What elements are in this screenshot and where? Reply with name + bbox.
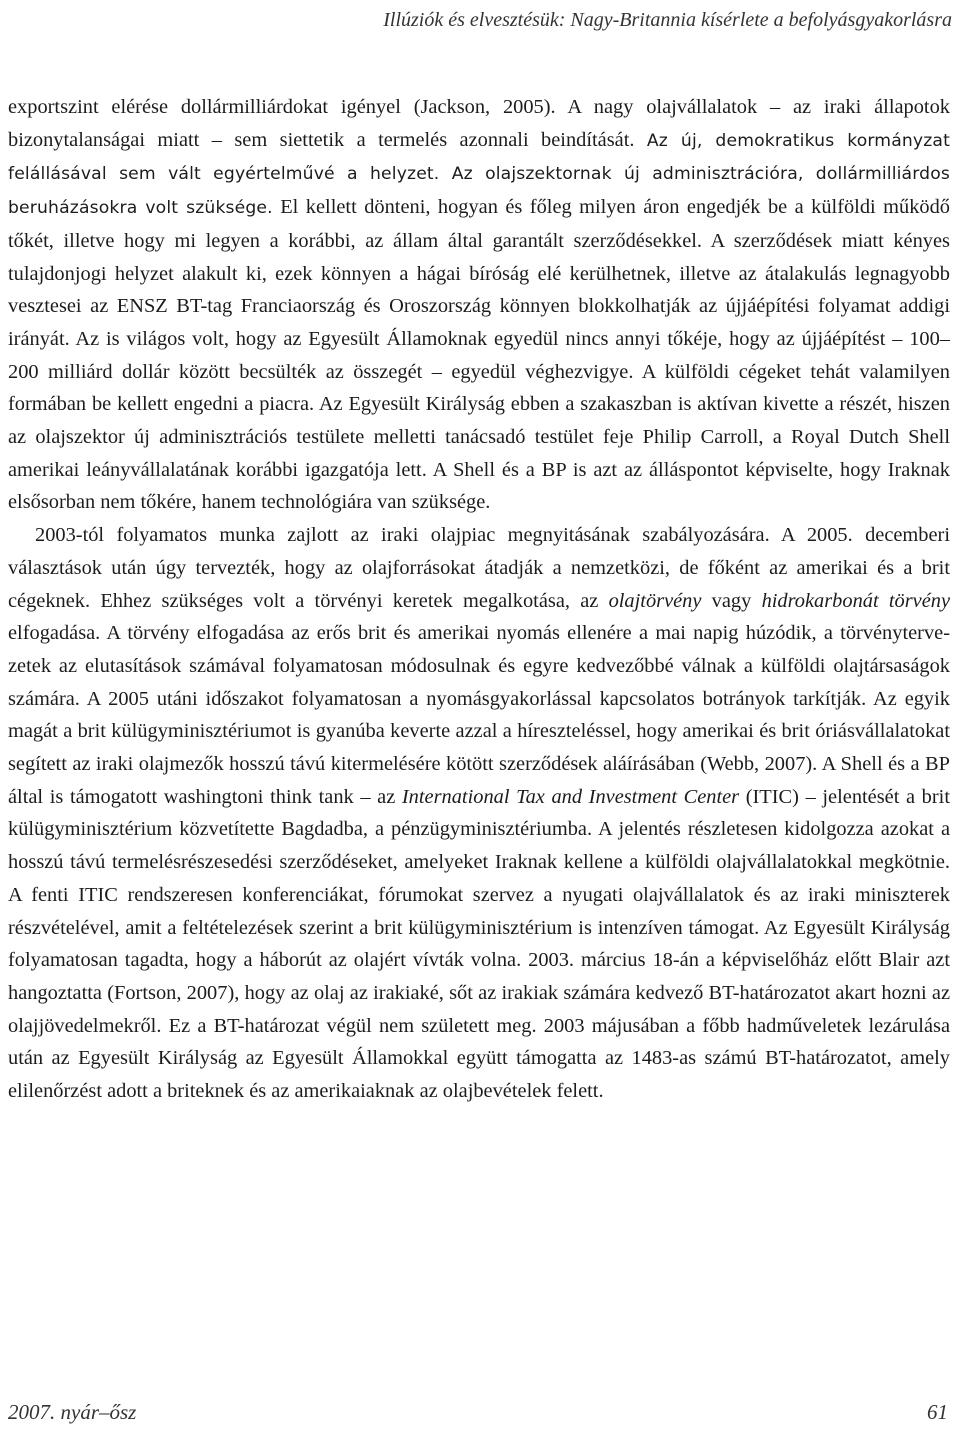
footer-issue-date: 2007. nyár–ősz: [8, 1400, 137, 1424]
paragraph-2: [8, 519, 950, 1108]
paragraph-1-text-b: El kellett dönteni, hogyan és főleg milyen áron engedjék be a külföldi működő tőkét, illetve hogy mi legyen a korábbi, az állam által garantált szerződésekkel. A szerződések miatt kényes tulajdonjogi helyzet alakult ki, ezek könnyen a hágai bíróság elé kerülhetnek, illetve az átalakulás legnagyobb vesztesei az ENSZ BT-tag Franciaország és Oroszország könnyen blokkolhatják az újjáépítési folyamat addigi irányát. Az is világos volt, hogy az Egyesült Államoknak egyedül nincs annyi tőkéje, hogy az újjáépítést – 100–200 milliárd dollár között becsülték az összegét – egyedül véghezvigye. A külföldi cégeket tehát valamilyen formában be kellett engedni a piacra. Az Egyesült Királyság ebben a szakaszban is aktívan kivette a részét, hiszen az olajszektor új adminisztrációs testülete melletti tanácsadó testület feje Philip Carroll, a Royal Dutch Shell amerikai leányvállalatának korábbi igazgatója lett. A Shell és a BP is azt az álláspontot képviselte, hogy Iraknak elsősorban nem tőkére, hanem technológiára van szüksége.: [8, 196, 950, 514]
paragraph-1-text-a: exportszint elérése dollármilliárdokat igényel (Jackson, 2005). A nagy olajvállalatok – az iraki állapotok bizonytalanságai miatt – sem siettetik a termelés azonnali beindítását.: [8, 96, 950, 151]
paragraph-2-text-c: elfogadása. A törvény elfogadása az erős brit és amerikai nyomás ellenére a mai napig húzódik, a törvénytervezetek az elutasítások számával folyamatosan módosulnak és egyre kedvezőbbé válnak a külföldi olajtársaságok számára. A 2005 utáni időszakot folyamatosan a nyomásgyakorlással kapcsolatos botrányok tarkítják. Az egyik magát a brit külügyminisztériumot is gyanúba keverte azzal a híreszteléssel, hogy amerikai és brit óriásvállalatokat segített az iraki olajmezők hosszú távú kitermelésére kötött szerződések aláírásában (Webb, 2007). A Shell és a BP által is támogatott washingtoni think tank – az: [8, 622, 950, 808]
running-header: Illúziók és elvesztésük: Nagy-Britannia kísérlete a befolyásgyakorlásra: [383, 9, 952, 31]
italic-term-olajtorveny: olajtörvény: [608, 589, 702, 612]
paragraph-1-text-sans: Az új, demokratikus kormányzat felállásával sem vált egyértelművé a helyzet. Az olajszektornak új adminisztrációra, dollármilliárdos beruházásokra volt szüksége.: [8, 130, 950, 219]
paragraph-2-text-d: (ITIC) – jelentését a brit külügyminisztérium közvetítette Bagdadba, a pénzügyminisztériumba. A jelentés részletesen kidolgozza azokat a hosszú távú termelésrészesedési szerződéseket, amelyeket Iraknak kellene a külföldi olajvállalatokkal megkötnie. A fenti ITIC rendszeresen konferenciákat, fórumokat szervez a nyugati olajvállalatok és az iraki miniszterek részvételével, amit a feltételezések szerint a brit külügyminisztérium is intenzíven támogat. Az Egyesült Királyság folyamatosan tagadta, hogy a háborút az olajért vívták volna. 2003. március 18-án a képviselőház előtt Blair azt hangoztatta (Fortson, 2007), hogy az olaj az irakiaké, sőt az irakiak számára kedvező BT-határozatot akart hozni az olajjövedelmekről. Ez a BT-határozat végül nem született meg. 2003 májusában a főbb hadműveletek lezárulása után az Egyesült Királyság az Egyesült Államokkal együtt támogatta az 1483-as számú BT-határozatot, amely elilenőrzést adott a briteknek és az amerikaiaknak az olajbevételek felett.: [8, 785, 950, 1103]
italic-term-itic: International Tax and Investment Center: [401, 785, 740, 808]
article-body: [8, 91, 950, 1108]
paragraph-1: [8, 91, 950, 519]
paragraph-2-text-b: vagy: [701, 589, 762, 612]
footer-page-number: 61: [927, 1400, 948, 1424]
italic-term-hidrokarbonat: hidrokarbonát törvény: [761, 589, 951, 612]
paragraph-2-text-a: 2003-tól folyamatos munka zajlott az iraki olajpiac megnyitásának szabályozására. A 2005. decemberi választások után úgy tervezték, hogy az olajforrásokat átadják a nemzetközi, de főként az amerikai és a brit cégeknek. Ehhez szükséges volt a törvényi keretek megalkotása, az: [8, 524, 950, 612]
